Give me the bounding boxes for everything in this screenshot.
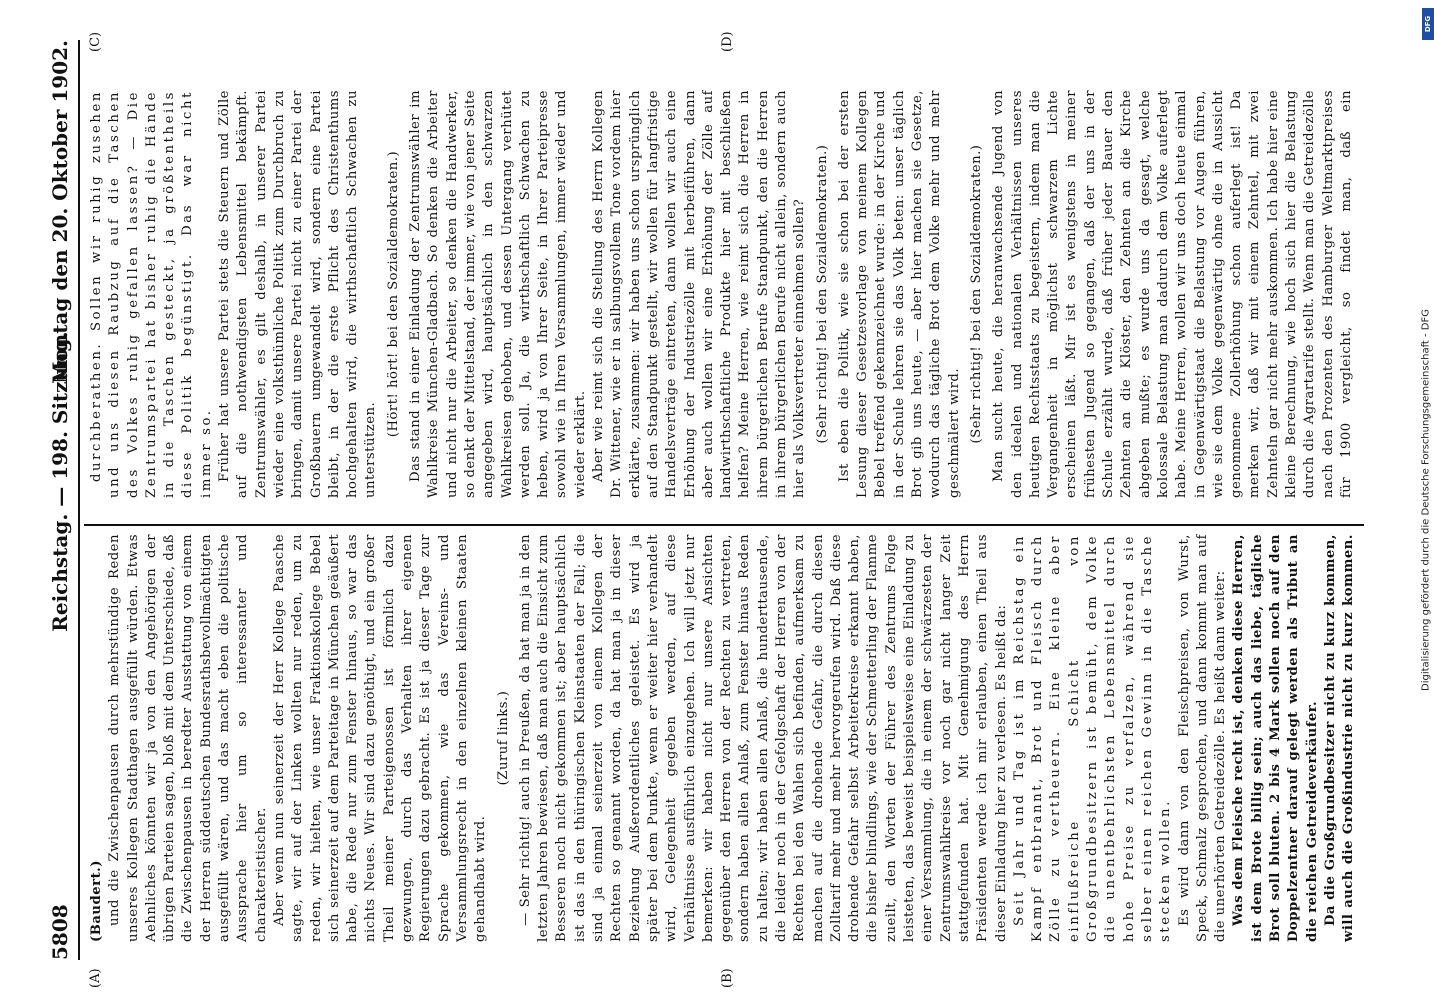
paragraph: Aber wenn nun seinerzeit der Herr Kollege Paasche sagte, wir auf der Linken wollten nur reden, um zu reden, wir hielten, wie unser Fraktionskollege Bebel sich seinerzeit auf dem Parteitage in München geäußert habe, die Rede nur zum Fenster hinaus, so war das nichts Neues. Wir sind dazu genöthigt, und ein großer Theil meiner Parteigenossen ist förmlich dazu gezwungen, durch das Verhalten ihrer eigenen Regierungen dazu gebracht. Es ist ja dieser Tage zur Sprache gekommen, wie das Vereins- und Versammlungsrecht in den einzelnen kleinen Staaten gehandhabt wird.	[271, 534, 489, 942]
speaker-name: (Baudert.)	[89, 859, 104, 942]
quote-paragraph: Da die Großgrundbesitzer nicht zu kurz kommen, will auch die Großindustrie nicht zu kurz kommen.	[1322, 534, 1357, 942]
credit-text: Digitalisierung gefördert durch die Deutsche Forschungsgemeinschaft - DFG	[1420, 308, 1432, 692]
paragraph: Aber wie reimt sich die Stellung des Herrn Kollegen Dr. Wittener, wie er in salbungsvollem Tone vordem hier erklärte, zusammen: wir haben uns schon ursprünglich auf den Standpunkt gestellt, wir wollen für langfristige Handelsverträge eintreten, dann wollen wir auch eine Erhöhung der Industriezölle mit herbeiführen, dann aber auch wollen wir eine Erhöhung der Zölle auf landwirthschaftliche Produkte hier mit beschließen helfen? Meine Herren, wie reimt sich die Herren in ihrem bürgerlichen Berufe Standpunkt, den die Herren in ihrem bürgerlichen Berufe nicht allein, sondern auch hier als Volksvertreter einnehmen sollen?	[591, 90, 808, 498]
quote-paragraph: Seit Jahr und Tag ist im Reichstag ein Kampf entbrannt, Brot und Fleisch durch Zölle zu vertheuern. Eine kleine aber einflußreiche Schicht von Großgrundbesitzern ist bemüht, dem Volke die unentbehrlichsten Lebensmittel durch hohe Preise zu verfalzen, während sie selber einen reichen Gewinn in die Tasche stecken wollen.	[1011, 534, 1174, 942]
page-number: 5808	[48, 904, 72, 960]
paragraph: Es wird dann von den Fleischpreisen, von Wurst, Speck, Schmalz gesprochen, und dann kommt man auf die unerhörten Getreidezölle. Es heißt dann weiter:	[1176, 534, 1229, 942]
interjection: (Sehr richtig! bei den Sozialdemokraten.)	[968, 144, 984, 444]
margin-marker-c: (C)	[88, 31, 103, 52]
quote-paragraph: durchberathen. Sollen wir ruhig zusehen und uns diesen Raubzug auf die Taschen des Volkes ruhig gefallen lassen? — Die Zentrumspartei hat bisher ruhig die Hände in die Taschen gesteckt, ja größtentheils diese Politik begünstigt. Das war nicht immer so.	[89, 90, 214, 498]
paragraph: Ist eben die Politik, wie sie schon bei der ersten Lesung dieser Gesetzesvorlage von meinem Kollegen Bebel treffend gekennzeichnet wurde: in der Kirche und in der Schule lehren sie das Volk beten: unser täglich Brot gib uns heute, — aber hier machen sie Gesetze, wodurch das tägliche Brot dem Volke mehr und mehr geschmälert wird.	[836, 90, 962, 498]
right-column	[88, 90, 1358, 498]
paragraph: Man sucht heute, die heranwachsende Jugend von den idealen und nationalen Verhältnissen unseres heutigen Rechtsstaats zu begeistern, indem man die Vergangenheit in möglichst schwarzem Lichte erscheinen läßt. Mir ist es wenigstens in meiner frühesten Jugend so gegangen, daß der uns in der Schule erzählt wurde, daß früher jeder Bauer den Zehnten an die Klöster, den Zehnten an die Kirche abgeben mußte; es wurde uns da gesagt, welche kolossale Belastung man dadurch dem Volke auferlegt habe. Meine Herren, wollen wir uns doch heute einmal in Gegenwärtigstaat die Belastung vor Augen führen, wie sie dem Volke gegenwärtig ohne die in Aussicht genommene Zollerhöhung schon auferlegt ist! Da merken wir, daß wir mit einem Zehntel, mit zwei Zehnteln gar nicht mehr auskommen. Ich habe hier eine kleine Berechnung, wie hoch sich hier die Belastung durch die Agrartarife stellt. Wenn man die Getreidezölle nach den Prozenten des Hamburger Weltmarktpreises für 1900 vergleicht, so findet man, daß ein	[991, 90, 1354, 498]
interjection: (Hört! hört! bei den Sozialdemokraten.)	[385, 150, 401, 438]
dfg-logo	[1422, 8, 1434, 40]
session-title: Reichstag. — 198. Sitzung.	[48, 331, 72, 632]
dfg-logo-text: DFG	[1424, 15, 1432, 33]
interjection: (Sehr richtig! bei den Sozialdemokraten.)	[814, 144, 830, 444]
page-header	[44, 40, 80, 960]
margin-marker-d: (D)	[720, 31, 735, 52]
digitization-credit	[1414, 0, 1434, 1000]
session-date: Montag den 20. Oktober 1902.	[48, 40, 72, 384]
margin-marker-a: (A)	[88, 968, 103, 988]
paragraph: und die Zwischenpausen durch mehrstündige Reden unseres Kollegen Stadthagen ausgefüllt würden. Etwas Aehnliches könnten wir ja von den Angehörigen der übrigen Parteien sagen, bloß mit dem Unterschiede, daß die Zwischenpausen in beredter Ausstattung von einem der Herren süddeutschen Bundesrathsbevollmächtigten ausgefüllt wären, und das macht eben die politische Aussprache hier um so interessanter und charakteristischer.	[107, 534, 269, 942]
left-column	[88, 534, 1358, 942]
column-divider	[84, 524, 1364, 526]
paragraph: — Sehr richtig! auch in Preußen, da hat man ja in den letzten Jahren bewiesen, daß man auch die Einsicht zum Besseren noch nicht gekommen ist; aber hauptsächlich ist das in den thüringischen Kleinstaaten der Fall; die sind ja einmal seinerzeit von einem Kollegen der Rechten so genannt worden, da hat man ja in dieser Beziehung Außerordentliches geleistet. Es wird ja später bei dem Punkte, wenn er weiter hier verhandelt wird, Gelegenheit gegeben werden, auf diese Verhältnisse ausführlich einzugehen. Ich will jetzt nur bemerken: wir haben nicht nur unsere Ansichten gegenüber den Herren von der Rechten zu vertreten, sondern haben allen Anlaß, zum Fenster hinaus Reden zu halten; wir haben allen Anlaß, die hunderttausende, die leider noch in der Gefolgschaft der Herren von der Rechten bei den Wahlen sich befinden, aufmerksam zu machen auf die drohende Gefahr, die durch diesen Zolltarif mehr und mehr hervorgerufen wird. Daß diese drohende Gefahr selbst Arbeiterkreise erkannt haben, die bisher blindlings, wie der Schmetterling der Flamme zueilt, den Worten der Führer des Zentrums Folge leisteten, das beweist beispielsweise eine Einladung zu einer Versammlung, die in einem der schwärzesten der Zentrumswahlkreise vor noch gar nicht langer Zeit stattgefunden hat. Mit Genehmigung des Herrn Präsidenten werde ich mir erlauben, einen Theil aus dieser Einladung hier zu verlesen. Es heißt da:	[517, 534, 1009, 942]
interjection: (Zuruf links.)	[495, 690, 511, 786]
margin-marker-b: (B)	[720, 968, 735, 988]
paragraph: Das stand in einer Einladung der Zentrumswähler im Wahlkreise München-Gladbach. So denken die Arbeiter und nicht nur die Arbeiter, so denken die Handwerker, so denkt der Mittelstand, der immer, wie von jener Seite angegeben wird, hauptsächlich in den schwarzen Wahlkreisen gehoben, und dessen Untergang verhütet werden soll. Ja, die wirthschaftlich Schwachen zu heben, wird ja von Ihrer Seite, in Ihrer Parteipresse sowohl wie in Ihren Versammlungen, immer wieder und wieder erklärt.	[408, 90, 588, 498]
quote-paragraph: Früher hat unsere Partei stets die Steuern und Zölle auf die nothwendigsten Lebensmittel bekämpft. Zentrumswähler, es gilt deshalb, in unserer Partei wieder eine volksthümliche Politik zum Durchbruch zu bringen, damit unsere Partei nicht zu einer Partei der Großbauern umgewandelt wird, sondern eine Partei bleibt, in der die erste Pflicht des Christenthums hochgehalten wird, die wirthschaftlich Schwachen zu unterstützen.	[217, 90, 379, 498]
quote-paragraph: Was dem Fleische recht ist, denken diese Herren, ist dem Brote billig sein; auch das liebe, tägliche Brot soll bluten. 2 bis 4 Mark sollen noch auf den Doppelzentner darauf gelegt werden als Tribut an die reichen Getreideverkäufer.	[1231, 534, 1320, 942]
